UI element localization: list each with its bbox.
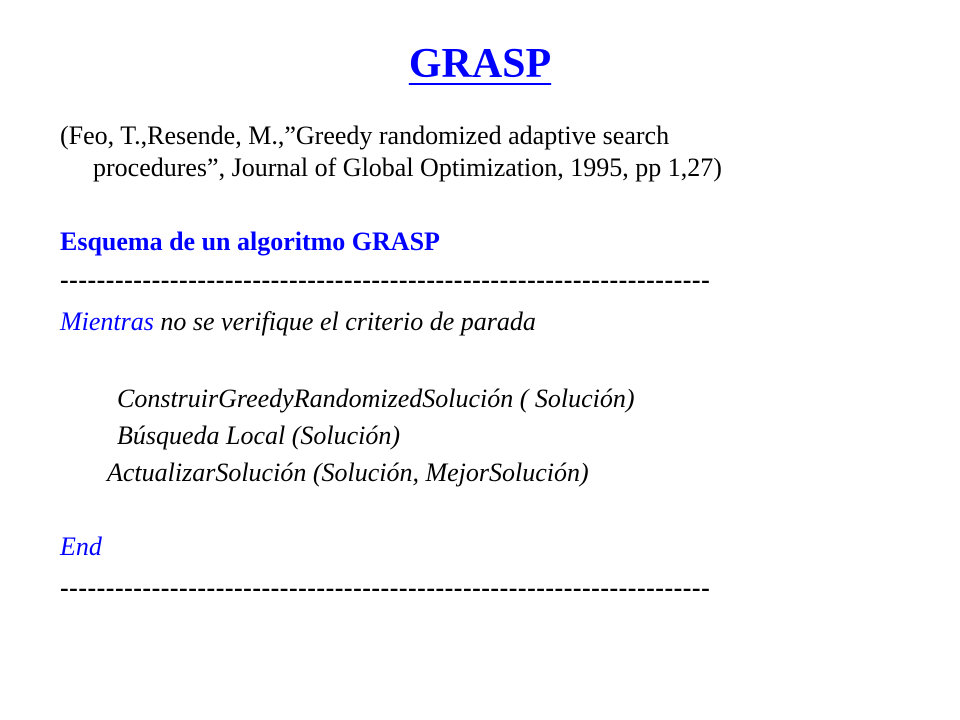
while-condition: no se verifique el criterio de parada [153, 307, 536, 336]
step-local-search: Búsqueda Local (Solución) [117, 421, 401, 450]
while-keyword: Mientras [60, 307, 154, 336]
slide-title: GRASP [408, 41, 552, 87]
separator-bottom: ----------------------------------------------------------------------- [60, 573, 711, 602]
end-keyword: End [60, 532, 102, 561]
reference-line-1: (Feo, T.,Resende, M.,”Greedy randomized adaptive search [60, 121, 670, 150]
step-update: ActualizarSolución (Solución, MejorSolución) [107, 458, 589, 487]
while-statement [60, 306, 536, 338]
step-construct: ConstruirGreedyRandomizedSolución ( Solución) [117, 384, 635, 413]
separator-top: ----------------------------------------------------------------------- [60, 265, 711, 294]
scheme-heading: Esquema de un algoritmo GRASP [60, 227, 440, 256]
reference-line-2: procedures”, Journal of Global Optimization, 1995, pp 1,27) [93, 153, 722, 182]
